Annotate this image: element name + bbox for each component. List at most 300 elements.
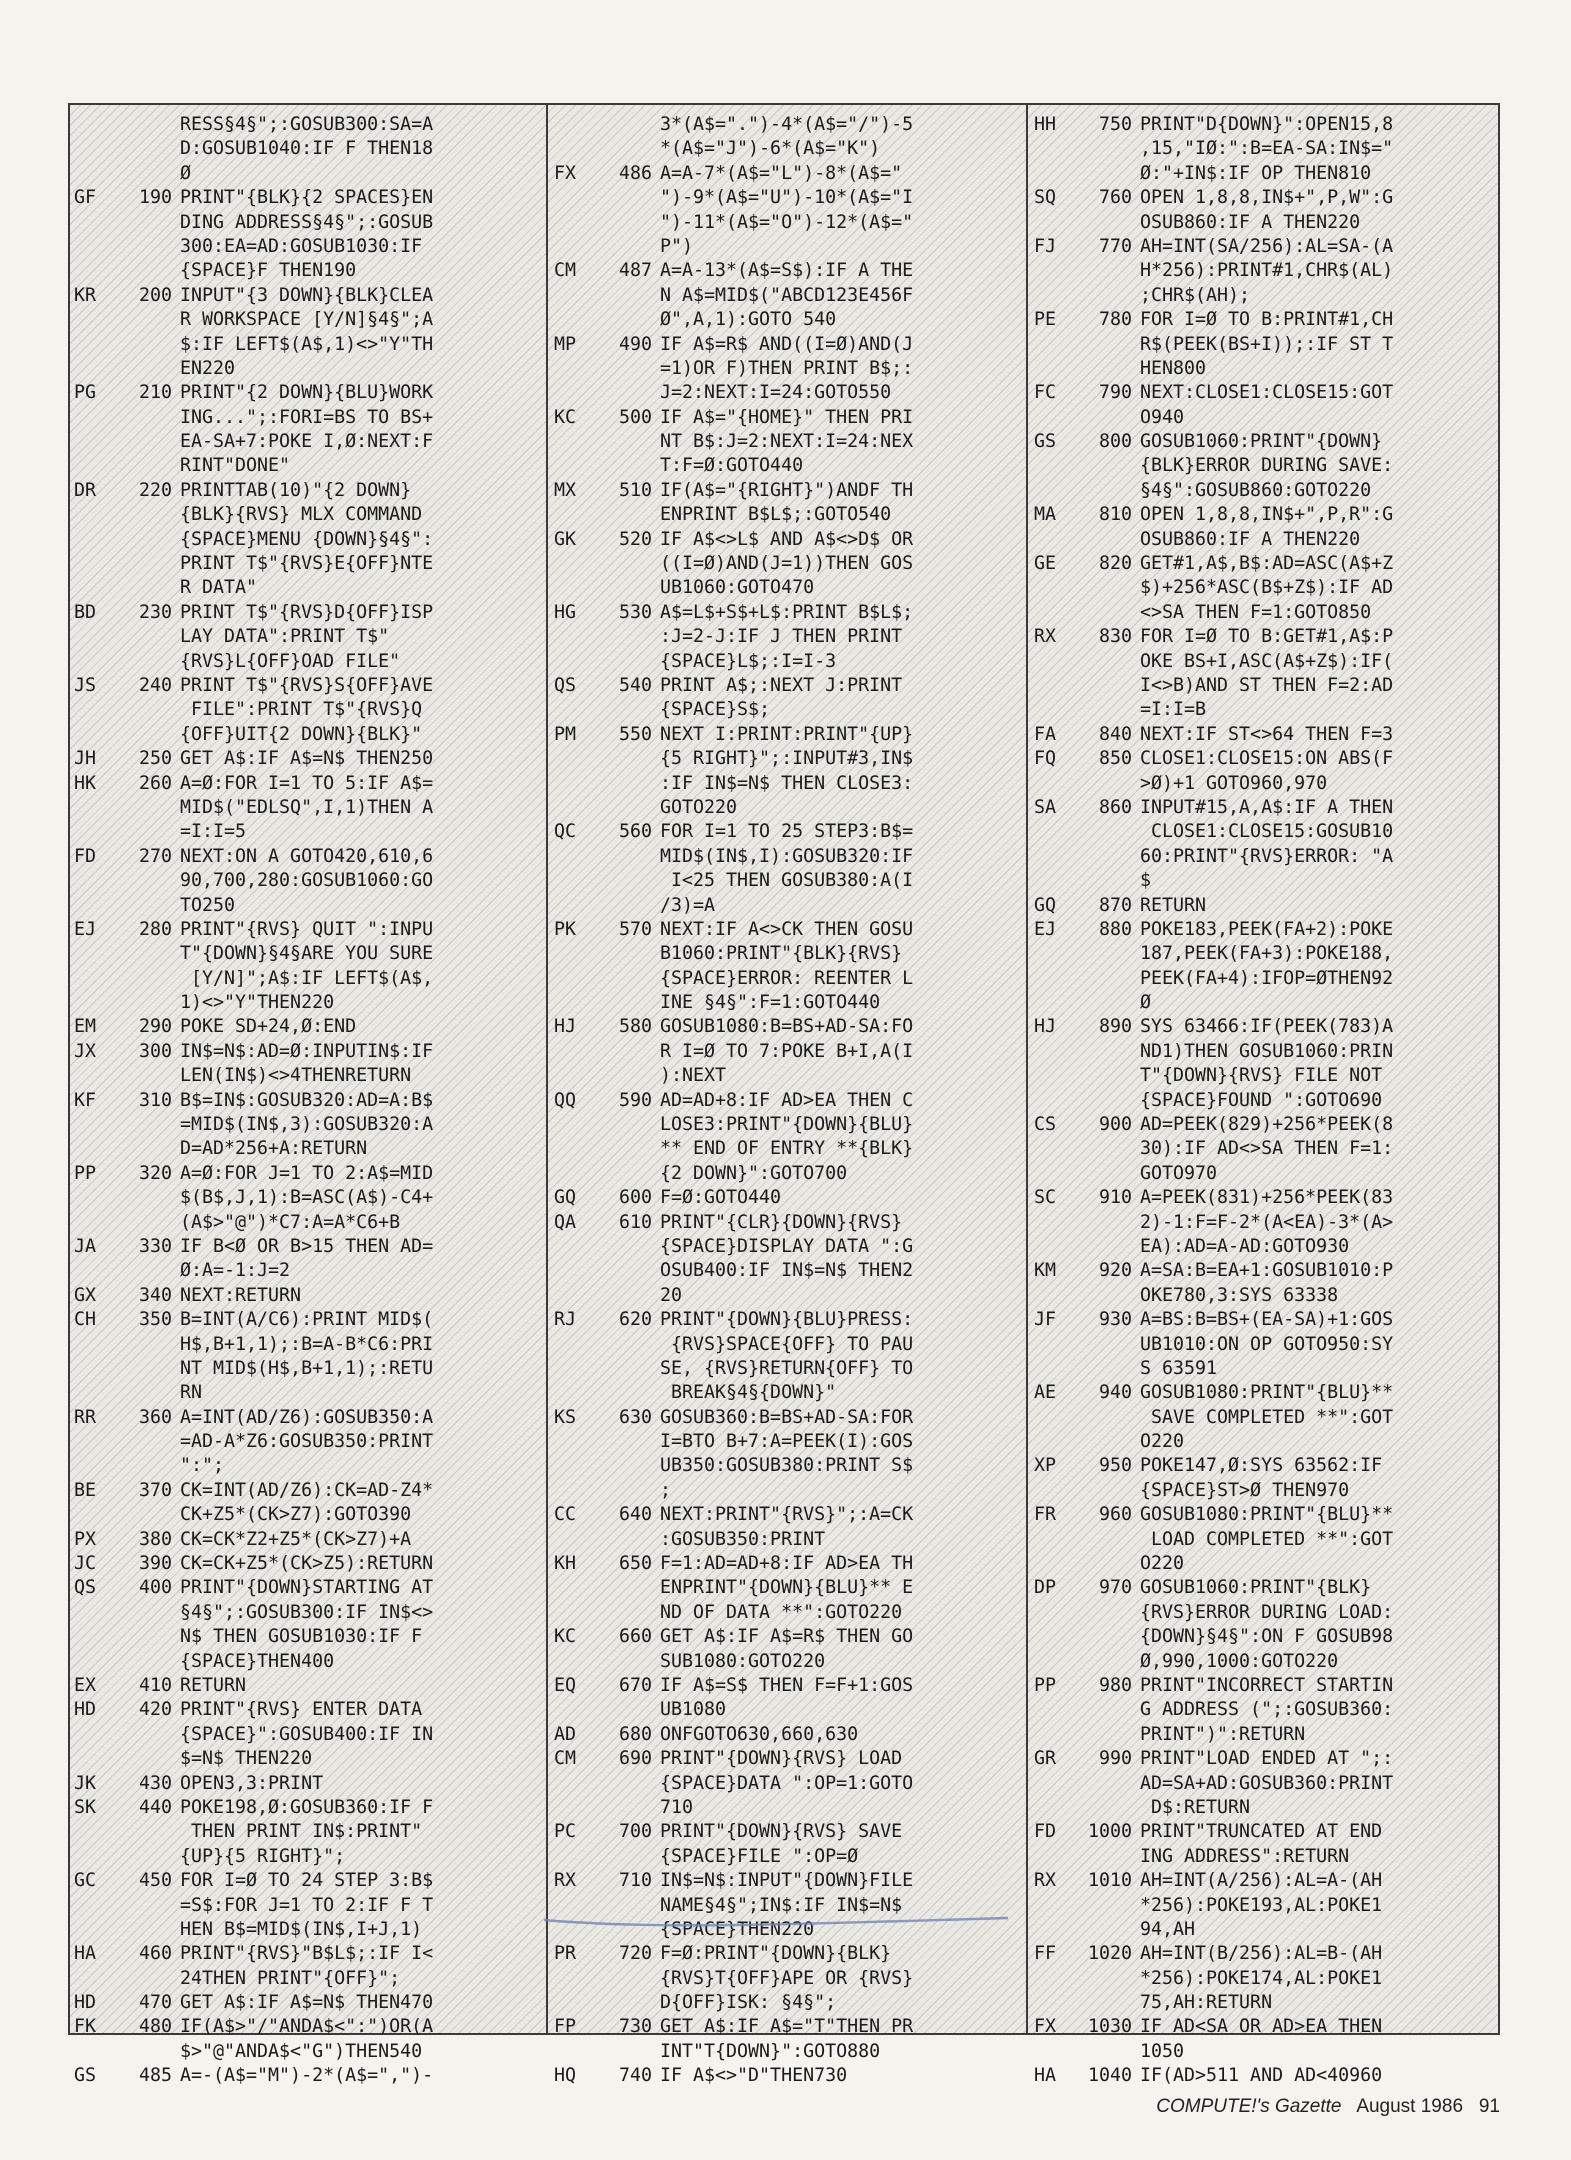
code-line [74,479,542,503]
checksum [554,1137,592,1161]
code-line [554,1064,1022,1088]
statement-text: N$ THEN GOSUB1030:IF F [180,1626,423,1648]
checksum [1034,576,1072,600]
code-line [74,2040,542,2064]
code-line [554,1333,1022,1357]
checksum [74,991,112,1015]
code-line [74,162,542,186]
code-line [74,2064,542,2088]
checksum [1034,1796,1072,1820]
code-line [1034,333,1502,357]
code-line [1034,308,1502,332]
checksum: SC [1034,1187,1057,1209]
statement-text: PRINT"{DOWN}{RVS} SAVE [660,1821,903,1843]
statement-text: POKE183,PEEK(FA+2):POKE [1140,918,1394,940]
code-line [554,1723,1022,1747]
code-line [1034,1357,1502,1381]
statement-text: TO250 [180,894,236,916]
checksum: GQ [1034,894,1057,916]
checksum [554,1967,592,1991]
code-line [554,820,1022,844]
checksum: KR [74,284,97,306]
line-number [592,869,660,893]
code-line [1034,284,1502,308]
code-line [74,1723,542,1747]
line-number: 410 [138,1675,172,1696]
line-number [112,235,180,259]
statement-text: AD=PEEK(829)+256*PEEK(8 [1140,1114,1394,1136]
code-line [74,601,542,625]
line-number [592,894,660,918]
statement-text: ):NEXT [660,1065,727,1087]
statement-text: NAME§4§";IN$:IF IN$=N$ [660,1894,903,1916]
checksum: GS [74,2065,97,2087]
line-number [592,1576,660,1600]
line-number [592,1357,660,1381]
code-line [554,1479,1022,1503]
code-line [554,2040,1022,2064]
statement-text: 20 [660,1284,683,1306]
statement-text: PRINT"{DOWN}{BLU}PRESS: [660,1309,914,1331]
checksum: RR [74,1406,97,1428]
line-number [592,430,660,454]
checksum [74,967,112,991]
statement-text: GOTO970 [1140,1162,1218,1184]
code-line [74,1284,542,1308]
line-number: 820 [1098,553,1132,575]
line-number [592,1333,660,1357]
checksum [554,650,592,674]
line-number [1072,528,1140,552]
code-line [554,137,1022,161]
code-line [1034,1747,1502,1771]
checksum [74,820,112,844]
code-line [1034,113,1502,137]
checksum [1034,479,1072,503]
statement-text: [Y/N]";A$:IF LEFT$(A$, [180,967,434,989]
checksum [554,845,592,869]
statement-text: IF A$=R$ AND((I=Ø)AND(J [660,333,914,355]
checksum [554,1698,592,1722]
statement-text: PRINT A$;:NEXT J:PRINT [660,674,903,696]
checksum [74,430,112,454]
code-line [554,308,1022,332]
code-line [74,259,542,283]
checksum [74,1357,112,1381]
line-number [592,381,660,405]
line-number [112,1845,180,1869]
code-line [74,942,542,966]
code-line [554,1503,1022,1527]
statement-text: D$:RETURN [1140,1796,1251,1818]
checksum: FD [1034,1821,1057,1843]
checksum [74,333,112,357]
code-line [74,820,542,844]
checksum: MA [1034,504,1057,526]
code-line [554,1601,1022,1625]
statement-text: ING ADDRESS":RETURN [1140,1845,1350,1867]
code-line [74,1235,542,1259]
code-line [554,2064,1022,2088]
line-number: 570 [618,918,652,940]
line-number: 850 [1098,748,1132,770]
line-number: 690 [618,1748,652,1770]
statement-text: AD=SA+AD:GOSUB360:PRINT [1140,1772,1394,1794]
line-number [592,137,660,161]
line-number [112,1625,180,1649]
checksum [1034,1845,1072,1869]
statement-text: A$=L$+S$+L$:PRINT B$L$; [660,601,914,623]
statement-text: {BLK}ERROR DURING SAVE: [1140,455,1394,477]
code-line [554,1381,1022,1405]
listing-column-2 [554,113,1022,2087]
checksum [74,1186,112,1210]
code-line [1034,576,1502,600]
statement-text: {2 DOWN}":GOTO700 [660,1162,848,1184]
code-line [74,406,542,430]
line-number [1072,1552,1140,1576]
statement-text: :J=2-J:IF J THEN PRINT [660,626,903,648]
statement-text: :GOSUB350:PRINT [660,1528,826,1550]
code-line [1034,259,1502,283]
line-number [592,1967,660,1991]
code-line [74,381,542,405]
line-number: 440 [138,1796,172,1818]
statement-text: SYS 63466:IF(PEEK(783)A [1140,1016,1394,1038]
line-number: 750 [1098,114,1132,135]
statement-text: ENPRINT"{DOWN}{BLU}** E [660,1577,914,1599]
code-line [1034,211,1502,235]
statement-text: NT MID$(H$,B+1,1);:RETU [180,1357,434,1379]
line-number [592,747,660,771]
statement-text: EA-SA+7:POKE I,Ø:NEXT:F [180,431,434,453]
code-line [1034,1528,1502,1552]
statement-text: ; [660,1479,672,1501]
line-number [112,869,180,893]
checksum [1034,1601,1072,1625]
code-line [1034,698,1502,722]
code-line [554,552,1022,576]
code-line [74,1015,542,1039]
checksum [74,1259,112,1283]
checksum [74,796,112,820]
code-line [1034,454,1502,478]
checksum [554,454,592,478]
checksum [554,2040,592,2064]
code-line [554,967,1022,991]
statement-text: NT B$:J=2:NEXT:I=24:NEX [660,431,914,453]
checksum [554,1454,592,1478]
checksum [1034,357,1072,381]
code-line [554,625,1022,649]
checksum [554,991,592,1015]
checksum [1034,162,1072,186]
code-line [1034,918,1502,942]
statement-text: S 63591 [1140,1357,1218,1379]
line-number [1072,1235,1140,1259]
checksum: AE [1034,1382,1057,1404]
line-number: 540 [618,674,652,696]
code-line [74,1918,542,1942]
statement-text: N A$=MID$("ABCD123E456F [660,284,914,306]
checksum [1034,1625,1072,1649]
code-line [1034,1186,1502,1210]
line-number [112,576,180,600]
statement-text: {SPACE}L$;:I=I-3 [660,650,837,672]
line-number [1072,1796,1140,1820]
statement-text: SUB1080:GOTO220 [660,1650,826,1672]
statement-text: EA):AD=A-AD:GOTO930 [1140,1235,1350,1257]
statement-text: 187,PEEK(FA+3):POKE188, [1140,943,1394,965]
code-line [74,528,542,552]
checksum [1034,1284,1072,1308]
code-line [74,1406,542,1430]
line-number: 400 [138,1577,172,1599]
line-number [592,1162,660,1186]
checksum [74,1747,112,1771]
checksum: DP [1034,1577,1057,1599]
line-number [112,820,180,844]
checksum: PC [554,1821,577,1843]
statement-text: SAVE COMPLETED **":GOT [1140,1406,1394,1428]
code-line [74,1259,542,1283]
checksum [554,1601,592,1625]
line-number: 500 [618,406,652,428]
code-line [1034,406,1502,430]
statement-text: HEN800 [1140,357,1207,379]
checksum: CH [74,1309,97,1331]
line-number: 830 [1098,626,1132,648]
checksum: FP [554,2016,577,2038]
checksum [1034,211,1072,235]
line-number [112,259,180,283]
statement-text: D=AD*256+A:RETURN [180,1138,368,1160]
checksum [74,113,112,137]
line-number: 670 [618,1675,652,1696]
checksum [74,1650,112,1674]
code-line [74,991,542,1015]
checksum [554,1528,592,1552]
statement-text: ((I=Ø)AND(J=1))THEN GOS [660,553,914,575]
line-number: 890 [1098,1016,1132,1038]
code-line [554,357,1022,381]
line-number [1072,1430,1140,1454]
code-line [554,1698,1022,1722]
checksum [554,894,592,918]
line-number [112,211,180,235]
statement-text: CLOSE1:CLOSE15:GOSUB10 [1140,821,1394,843]
checksum [1034,772,1072,796]
checksum: GE [1034,553,1057,575]
checksum: FD [74,845,97,867]
line-number: 760 [1098,187,1132,209]
line-number [112,1259,180,1283]
code-line [74,1674,542,1698]
checksum: GF [74,187,97,209]
code-line [554,1845,1022,1869]
checksum: JS [74,674,97,696]
line-number [112,1723,180,1747]
checksum [74,1211,112,1235]
line-number [592,1381,660,1405]
checksum: HK [74,772,97,794]
statement-text: {SPACE}FILE ":OP=Ø [660,1845,859,1867]
checksum [554,796,592,820]
statement-text: RETURN [1140,894,1207,916]
line-number [592,625,660,649]
checksum [554,1796,592,1820]
line-number [1072,1894,1140,1918]
code-line [74,576,542,600]
code-line [74,1357,542,1381]
line-number [592,186,660,210]
code-line [554,698,1022,722]
code-line [554,1772,1022,1796]
code-line [554,406,1022,430]
checksum [74,1967,112,1991]
line-number: 530 [618,601,652,623]
statement-text: IF A$<>"D"THEN730 [660,2065,848,2087]
checksum [74,576,112,600]
statement-text: OKE780,3:SYS 63338 [1140,1284,1339,1306]
checksum [554,235,592,259]
checksum [1034,528,1072,552]
code-line [74,845,542,869]
line-number [1072,211,1140,235]
statement-text: BREAK§4§{DOWN}" [660,1382,837,1404]
statement-text: CK=CK+Z5*(CK>Z5):RETURN [180,1553,434,1575]
statement-text: GOTO220 [660,796,738,818]
statement-text: INT"T{DOWN}":GOTO880 [660,2040,881,2062]
statement-text: PRINT T$"{RVS}S{OFF}AVE [180,674,434,696]
code-line [1034,674,1502,698]
line-number [112,1454,180,1478]
line-number [592,845,660,869]
statement-text: =S$:FOR J=1 TO 2:IF F T [180,1894,434,1916]
code-line [1034,1723,1502,1747]
line-number [112,1357,180,1381]
statement-text: H$,B+1,1);:B=A-B*C6:PRI [180,1333,434,1355]
statement-text: {SPACE}":GOSUB400:IF IN [180,1723,434,1745]
code-line [74,650,542,674]
checksum: EX [74,1675,97,1696]
checksum: SA [1034,796,1057,818]
line-number [592,1845,660,1869]
code-line [554,333,1022,357]
line-number [1072,1918,1140,1942]
line-number [592,1698,660,1722]
statement-text: {SPACE}ERROR: REENTER L [660,967,914,989]
line-number [592,967,660,991]
checksum [554,747,592,771]
checksum: MP [554,333,577,355]
line-number [592,1259,660,1283]
line-number: 860 [1098,796,1132,818]
line-number [592,698,660,722]
line-number [1072,1162,1140,1186]
line-number: 460 [138,1943,172,1965]
code-line [554,1796,1022,1820]
checksum: QQ [554,1089,577,1111]
statement-text: {UP}{5 RIGHT}"; [180,1845,346,1867]
code-line [554,479,1022,503]
statement-text: PRINT"{DOWN}{RVS} LOAD [660,1748,903,1770]
code-line [554,1162,1022,1186]
page-footer [1010,2096,1500,2118]
code-line [74,1967,542,1991]
code-line [74,113,542,137]
line-number: 650 [618,1553,652,1575]
line-number [1072,333,1140,357]
checksum: JA [74,1235,97,1257]
statement-text: B1060:PRINT"{BLK}{RVS} [660,943,903,965]
line-number [1072,820,1140,844]
statement-text: {SPACE}ST>Ø THEN970 [1140,1479,1350,1501]
line-number [112,1747,180,1771]
line-number [592,772,660,796]
code-line [554,235,1022,259]
code-line [74,1113,542,1137]
statement-text: PRINT"{DOWN}STARTING AT [180,1577,434,1599]
statement-text: T"{DOWN}§4§ARE YOU SURE [180,943,434,965]
line-number [1072,772,1140,796]
checksum: JF [1034,1309,1057,1331]
line-number: 780 [1098,309,1132,331]
line-number: 970 [1098,1577,1132,1599]
code-line [554,454,1022,478]
code-line [554,576,1022,600]
line-number [592,942,660,966]
line-number [1072,1137,1140,1161]
line-number [112,1918,180,1942]
statement-text: A=PEEK(831)+256*PEEK(83 [1140,1187,1394,1209]
checksum: RJ [554,1309,577,1331]
code-line [1034,1698,1502,1722]
checksum [554,430,592,454]
line-number [112,528,180,552]
checksum: PK [554,918,577,940]
statement-text: LAY DATA":PRINT T$" [180,626,390,648]
line-number: 450 [138,1870,172,1892]
code-line [1034,1503,1502,1527]
line-number [592,576,660,600]
statement-text: O220 [1140,1553,1185,1575]
code-line [1034,772,1502,796]
code-line [554,674,1022,698]
line-number [112,1894,180,1918]
checksum [1034,1064,1072,1088]
statement-text: NEXT:RETURN [180,1284,302,1306]
line-number [112,723,180,747]
line-number: 840 [1098,723,1132,745]
statement-text: POKE198,Ø:GOSUB360:IF F [180,1796,434,1818]
checksum: HD [74,1699,97,1721]
code-line [74,1552,542,1576]
statement-text: P") [660,235,694,257]
line-number: 290 [138,1016,172,1038]
code-line [554,211,1022,235]
statement-text: PRINT"{BLK}{2 SPACES}EN [180,187,434,209]
code-line [554,1625,1022,1649]
statement-text: GET#1,A$,B$:AD=ASC(A$+Z [1140,553,1394,575]
line-number [112,942,180,966]
code-line [1034,747,1502,771]
line-number: 220 [138,479,172,501]
statement-text: {OFF}UIT{2 DOWN}{BLK}" [180,723,423,745]
statement-text: {SPACE}THEN400 [180,1650,335,1672]
code-line [74,1186,542,1210]
statement-text: {RVS}L{OFF}OAD FILE" [180,650,401,672]
